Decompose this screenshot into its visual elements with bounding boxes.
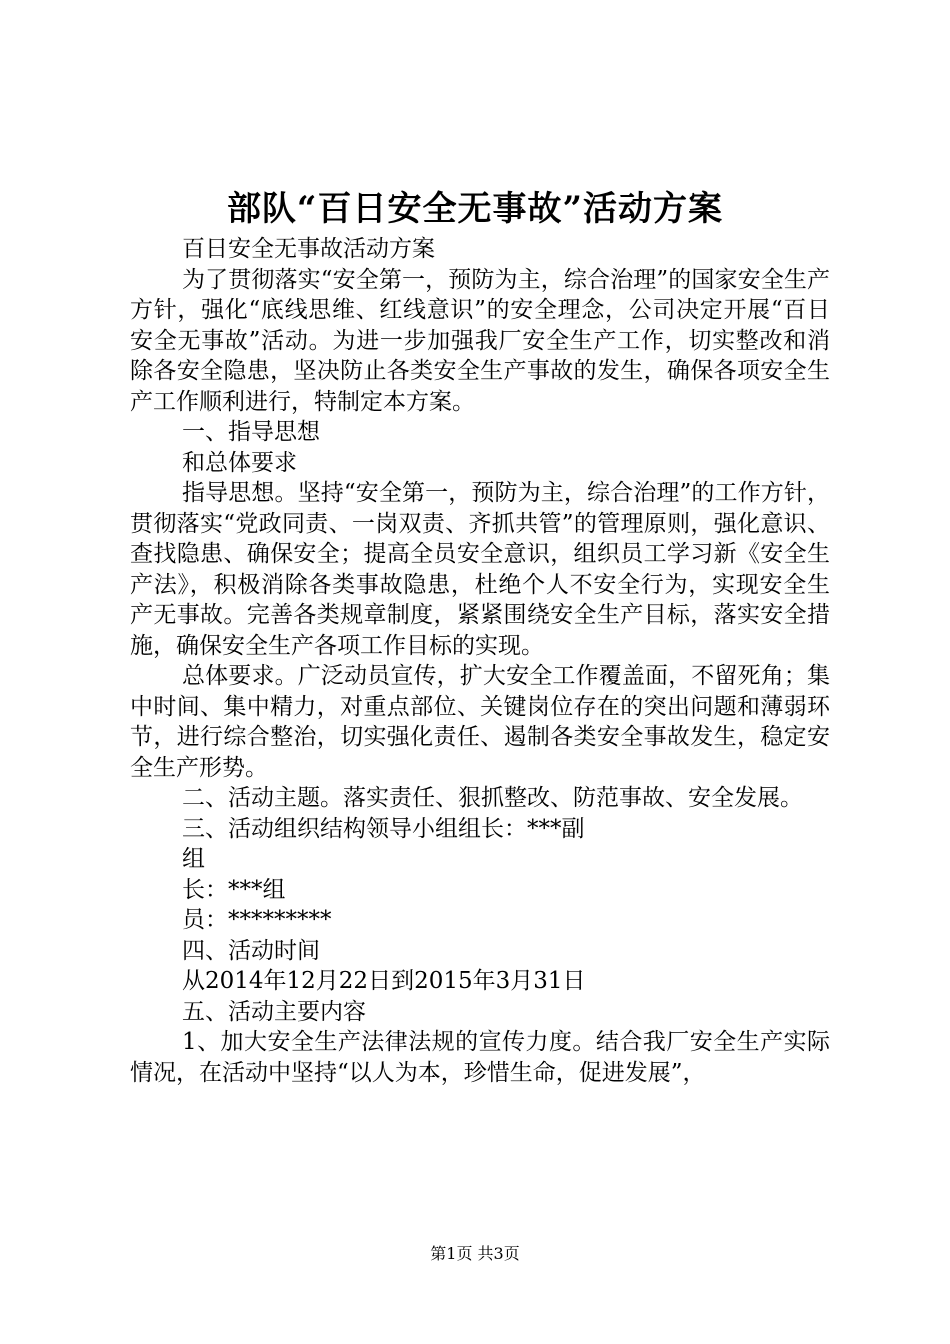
paragraph-organization-line-4: 员：*********	[182, 907, 332, 933]
page-footer: 第1页 共3页	[430, 1244, 520, 1263]
paragraph-activity-time: 从2014年12月22日到2015年3月31日	[182, 968, 586, 994]
paragraph-activity-theme: 二、活动主题。落实责任、狠抓整改、防范事故、安全发展。	[182, 785, 803, 811]
heading-general-requirements: 和总体要求	[182, 449, 297, 476]
paragraph-general-requirements: 总体要求。广泛动员宣传，扩大安全工作覆盖面，不留死角；集中时间、集中精力，对重点部位、关键岗位存在的突出问题和薄弱环节，进行综合整治，切实强化责任、遏制各类安全事故发生，稳定安全生产形势。	[130, 663, 830, 781]
paragraph-guiding-thought: 指导思想。坚持“安全第一，预防为主，综合治理”的工作方针，贯彻落实“党政同责、一岗双责、齐抓共管”的管理原则，强化意识、查找隐患、确保安全；提高全员安全意识，组织员工学习新《安全生产法》，积极消除各类事故隐患，杜绝个人不安全行为，实现安全生产无事故。完善各类规章制度，紧紧围绕安全生产目标，落实安全措施，确保安全生产各项工作目标的实现。	[130, 480, 830, 659]
paragraph-main-content-1: 1、加大安全生产法律法规的宣传力度。结合我厂安全生产实际情况，在活动中坚持“以人为本，珍惜生命，促进发展”，	[130, 1029, 830, 1086]
paragraph-intro: 为了贯彻落实“安全第一，预防为主，综合治理”的国家安全生产方针，强化“底线思维、红线意识”的安全理念，公司决定开展“百日安全无事故”活动。为进一步加强我厂安全生产工作，切实整改和消除各安全隐患，坚决防止各类安全生产事故的发生，确保各项安全生产工作顺利进行，特制定本方案。	[130, 266, 830, 415]
paragraph-organization-line-3: 长：***组	[182, 876, 286, 903]
document-title: 部队“百日安全无事故”活动方案	[226, 189, 724, 229]
document-body	[130, 234, 830, 1088]
heading-guiding-thought: 一、指导思想	[182, 419, 320, 445]
heading-activity-time: 四、活动时间	[182, 937, 320, 964]
heading-main-content: 五、活动主要内容	[182, 998, 366, 1025]
paragraph-subtitle: 百日安全无事故活动方案	[182, 236, 435, 262]
paragraph-organization-line-2: 组	[182, 846, 205, 872]
paragraph-organization: 三、活动组织结构领导小组组长：***副	[182, 815, 585, 842]
